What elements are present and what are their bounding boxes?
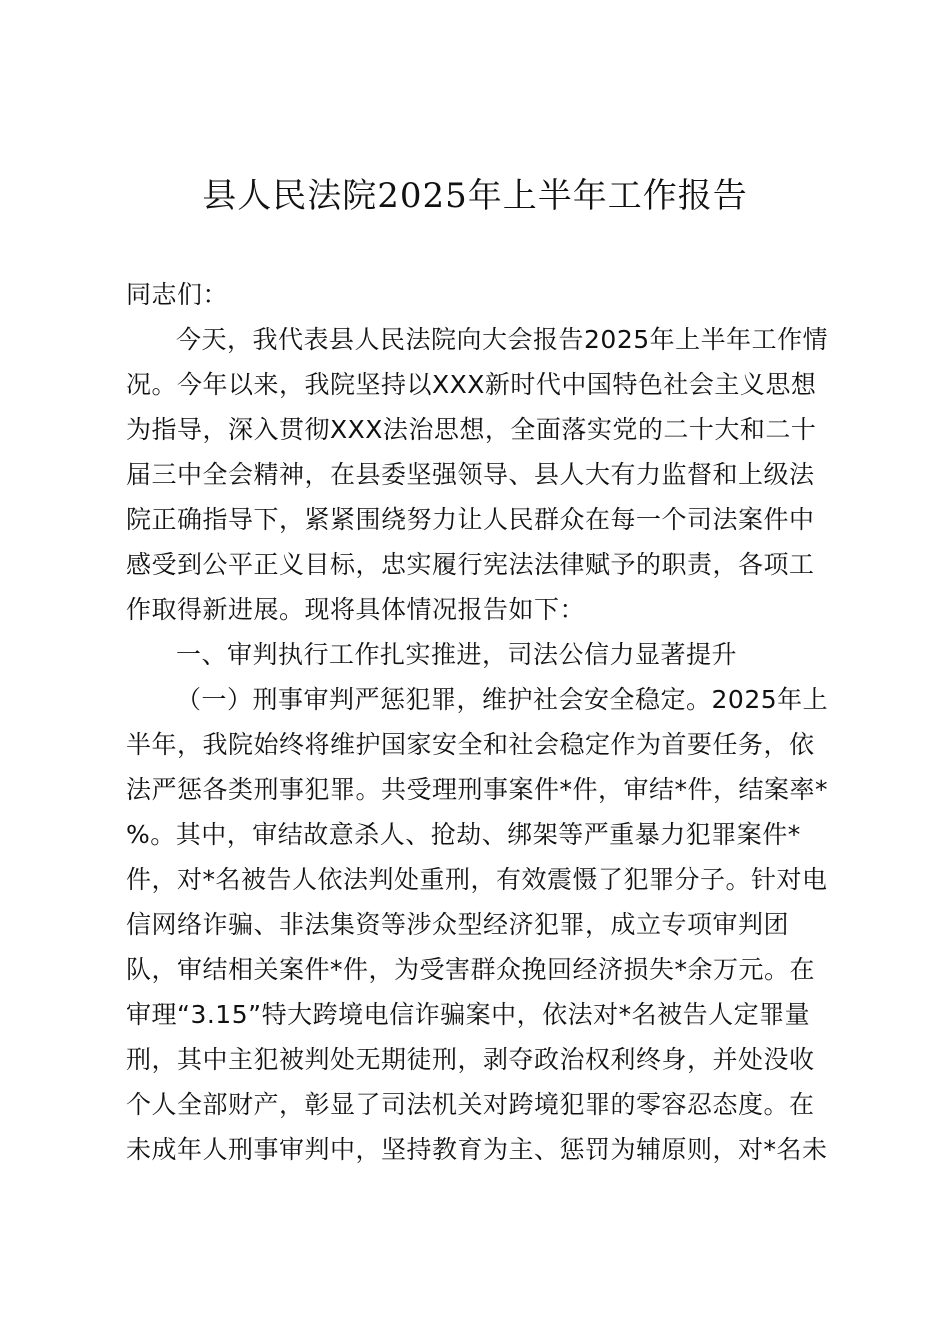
document-body [126, 272, 836, 1172]
paragraph-line: 院正确指导下，紧紧围绕努力让人民群众在每一个司法案件中 [126, 505, 815, 534]
section-heading: 一、审判执行工作扎实推进，司法公信力显著提升 [176, 640, 738, 669]
paragraph-line: 个人全部财产，彰显了司法机关对跨境犯罪的零容忍态度。在 [126, 1090, 815, 1119]
paragraph-line: 刑，其中主犯被判处无期徒刑，剥夺政治权利终身，并处没收 [126, 1045, 815, 1074]
paragraph-line: 法严惩各类刑事犯罪。共受理刑事案件*件，审结*件，结案率* [126, 775, 829, 804]
paragraph-line: 审理“3.15”特大跨境电信诈骗案中，依法对*名被告人定罪量 [126, 1000, 811, 1029]
paragraph-line: 况。今年以来，我院坚持以XXX新时代中国特色社会主义思想 [126, 370, 817, 399]
paragraph-line: 届三中全会精神，在县委坚强领导、县人大有力监督和上级法 [126, 460, 815, 489]
paragraph-line: 作取得新进展。现将具体情况报告如下： [126, 595, 586, 624]
paragraph-line: 队，审结相关案件*件，为受害群众挽回经济损失*余万元。在 [126, 955, 816, 984]
subsection-line: （一）刑事审判严惩犯罪，维护社会安全稳定。2025年上 [176, 685, 829, 714]
salutation-line: 同志们： [126, 280, 229, 309]
paragraph-line: 未成年人刑事审判中，坚持教育为主、惩罚为辅原则，对*名未 [126, 1135, 828, 1164]
paragraph-line: 为指导，深入贯彻XXX法治思想，全面落实党的二十大和二十 [126, 415, 817, 444]
paragraph-line: 半年，我院始终将维护国家安全和社会稳定作为首要任务，依 [126, 730, 815, 759]
paragraph-line: 件，对*名被告人依法判处重刑，有效震慑了犯罪分子。针对电 [126, 865, 828, 894]
paragraph-line: 信网络诈骗、非法集资等涉众型经济犯罪，成立专项审判团 [126, 910, 790, 939]
paragraph-line: 今天，我代表县人民法院向大会报告2025年上半年工作情 [176, 325, 829, 354]
paragraph-line: 感受到公平正义目标，忠实履行宪法法律赋予的职责，各项工 [126, 550, 815, 579]
paragraph-line: %。其中，审结故意杀人、抢劫、绑架等严重暴力犯罪案件* [126, 820, 801, 849]
document-title: 县人民法院2025年上半年工作报告 [202, 176, 748, 216]
